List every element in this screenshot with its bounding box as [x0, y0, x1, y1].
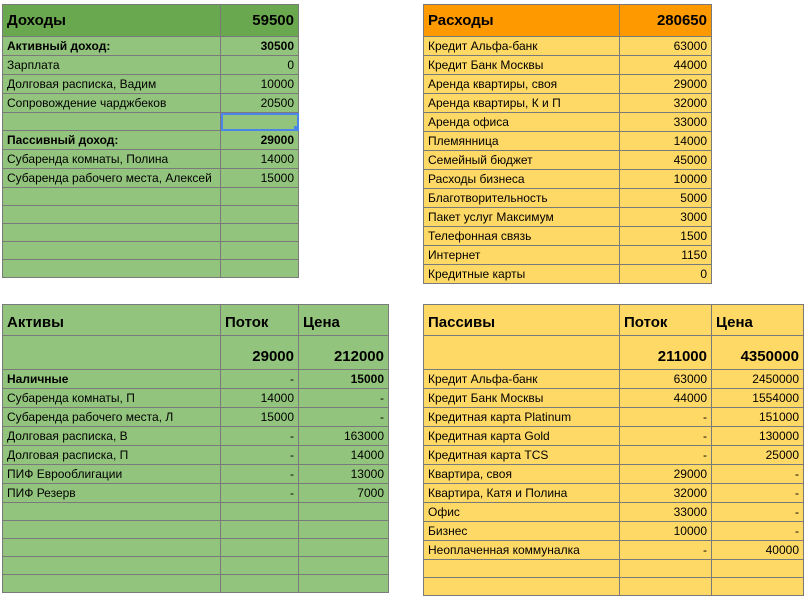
liabilities-row-flow[interactable]: 29000 [620, 465, 712, 484]
expenses-row-value[interactable]: 1150 [620, 246, 712, 265]
assets-row-flow[interactable] [221, 575, 299, 593]
assets-row-flow[interactable] [221, 503, 299, 521]
assets-row [3, 370, 389, 389]
income-row-label[interactable] [3, 188, 221, 206]
assets-row-price[interactable]: 13000 [299, 465, 389, 484]
assets-row [3, 389, 389, 408]
income-row [3, 75, 299, 94]
expenses-row [424, 227, 712, 246]
liabilities-row-label[interactable]: Бизнес [424, 522, 620, 541]
liabilities-col-price[interactable]: Цена [712, 305, 804, 336]
liabilities-totals-label[interactable] [424, 336, 620, 370]
income-row-label[interactable]: Субаренда комнаты, Полина [3, 150, 221, 169]
liabilities-row-label[interactable]: Кредитная карта Gold [424, 427, 620, 446]
expenses-row [424, 75, 712, 94]
assets-row [3, 427, 389, 446]
income-row-label[interactable] [3, 206, 221, 224]
assets-row [3, 539, 389, 557]
income-row [3, 260, 299, 278]
expenses-row-value[interactable]: 63000 [620, 37, 712, 56]
assets-row-price[interactable] [299, 503, 389, 521]
expenses-row-label[interactable]: Кредит Банк Москвы [424, 56, 620, 75]
assets-row-label[interactable]: ПИФ Резерв [3, 484, 221, 503]
liabilities-row [424, 427, 804, 446]
liabilities-row [424, 503, 804, 522]
assets-row-flow[interactable]: - [221, 427, 299, 446]
assets-row-label[interactable] [3, 575, 221, 593]
expenses-row-label[interactable]: Семейный бюджет [424, 151, 620, 170]
assets-row [3, 521, 389, 539]
income-row-value[interactable] [221, 242, 299, 260]
assets-row-flow[interactable] [221, 557, 299, 575]
income-row-value[interactable]: 15000 [221, 169, 299, 188]
expenses-row-value[interactable]: 44000 [620, 56, 712, 75]
assets-row-price[interactable]: 163000 [299, 427, 389, 446]
assets-row-label[interactable] [3, 539, 221, 557]
expenses-row [424, 265, 712, 284]
expenses-row-label[interactable]: Благотворительность [424, 189, 620, 208]
assets-row [3, 408, 389, 427]
liabilities-title[interactable]: Пассивы [424, 305, 620, 336]
expenses-row-value[interactable]: 45000 [620, 151, 712, 170]
liabilities-row [424, 389, 804, 408]
assets-col-price[interactable]: Цена [299, 305, 389, 336]
expenses-row-label[interactable]: Телефонная связь [424, 227, 620, 246]
assets-row-label[interactable]: Наличные [3, 370, 221, 389]
liabilities-row-label[interactable]: Квартира, своя [424, 465, 620, 484]
liabilities-totals-row [424, 336, 804, 370]
liabilities-row-label[interactable]: Кредит Альфа-банк [424, 370, 620, 389]
income-row-value[interactable]: 14000 [221, 150, 299, 169]
assets-row-flow[interactable]: 14000 [221, 389, 299, 408]
income-row-value[interactable]: 0 [221, 56, 299, 75]
liabilities-row-label[interactable]: Кредитная карта TCS [424, 446, 620, 465]
liabilities-row-flow[interactable]: - [620, 408, 712, 427]
assets-row [3, 575, 389, 593]
income-row-label[interactable]: Сопровождение чарджбеков [3, 94, 221, 113]
liabilities-row-price[interactable]: - [712, 522, 804, 541]
assets-row [3, 484, 389, 503]
income-row-value[interactable] [221, 206, 299, 224]
income-row [3, 56, 299, 75]
income-row [3, 242, 299, 260]
expenses-row-label[interactable]: Племянница [424, 132, 620, 151]
assets-row-flow[interactable]: - [221, 465, 299, 484]
assets-row-price[interactable]: 14000 [299, 446, 389, 465]
expenses-row-value[interactable]: 10000 [620, 170, 712, 189]
assets-total-price[interactable]: 212000 [299, 336, 389, 370]
liabilities-row-flow[interactable]: 10000 [620, 522, 712, 541]
assets-row-flow[interactable]: - [221, 446, 299, 465]
assets-row-label[interactable]: ПИФ Еврооблигации [3, 465, 221, 484]
expenses-row-label[interactable]: Интернет [424, 246, 620, 265]
liabilities-row [424, 465, 804, 484]
expenses-row [424, 246, 712, 265]
liabilities-row-price[interactable]: 1554000 [712, 389, 804, 408]
income-row-value[interactable]: 30500 [221, 37, 299, 56]
assets-row-label[interactable]: Долговая расписка, В [3, 427, 221, 446]
expenses-row-label[interactable]: Пакет услуг Максимум [424, 208, 620, 227]
liabilities-col-flow[interactable]: Поток [620, 305, 712, 336]
assets-row [3, 557, 389, 575]
liabilities-row-price[interactable]: 25000 [712, 446, 804, 465]
liabilities-row-label[interactable]: Неоплаченная коммуналка [424, 541, 620, 560]
liabilities-row-flow[interactable]: 63000 [620, 370, 712, 389]
liabilities-row-price[interactable]: - [712, 503, 804, 522]
income-row-value[interactable] [221, 260, 299, 278]
liabilities-row-price[interactable] [712, 560, 804, 578]
income-row [3, 113, 299, 131]
liabilities-row [424, 446, 804, 465]
liabilities-row [424, 541, 804, 560]
assets-row-price[interactable] [299, 539, 389, 557]
income-header-row [3, 5, 299, 37]
assets-row [3, 446, 389, 465]
liabilities-row-label[interactable]: Квартира, Катя и Полина [424, 484, 620, 503]
expenses-row [424, 132, 712, 151]
assets-row-flow[interactable]: - [221, 370, 299, 389]
expenses-row-value[interactable]: 1500 [620, 227, 712, 246]
liabilities-header-row [424, 305, 804, 336]
expenses-row-value[interactable]: 29000 [620, 75, 712, 94]
liabilities-row-price[interactable]: - [712, 484, 804, 503]
expenses-row-value[interactable]: 33000 [620, 113, 712, 132]
income-row-value[interactable]: 29000 [221, 131, 299, 150]
selection-fill-handle[interactable] [294, 126, 299, 131]
liabilities-row-label[interactable]: Кредит Банк Москвы [424, 389, 620, 408]
income-row-value[interactable] [221, 224, 299, 242]
expenses-row-label[interactable]: Аренда квартиры, своя [424, 75, 620, 94]
assets-row-label[interactable]: Субаренда комнаты, П [3, 389, 221, 408]
liabilities-row-label[interactable] [424, 560, 620, 578]
liabilities-row-price[interactable]: 2450000 [712, 370, 804, 389]
income-row-label[interactable] [3, 260, 221, 278]
assets-row-price[interactable] [299, 557, 389, 575]
liabilities-row-flow[interactable]: - [620, 446, 712, 465]
assets-row [3, 465, 389, 484]
assets-total-flow[interactable]: 29000 [221, 336, 299, 370]
expenses-row-label[interactable]: Кредит Альфа-банк [424, 37, 620, 56]
liabilities-row-price[interactable]: 130000 [712, 427, 804, 446]
liabilities-row-flow[interactable]: 32000 [620, 484, 712, 503]
expenses-total[interactable]: 280650 [620, 5, 712, 37]
liabilities-row [424, 560, 804, 578]
liabilities-row [424, 408, 804, 427]
liabilities-row-label[interactable]: Кредитная карта Platinum [424, 408, 620, 427]
liabilities-row [424, 522, 804, 541]
assets-row-label[interactable] [3, 521, 221, 539]
liabilities-total-flow[interactable]: 211000 [620, 336, 712, 370]
liabilities-row-price[interactable]: 40000 [712, 541, 804, 560]
liabilities-row-flow[interactable]: 33000 [620, 503, 712, 522]
liabilities-row-flow[interactable] [620, 578, 712, 596]
expenses-row [424, 170, 712, 189]
assets-row-price[interactable]: 7000 [299, 484, 389, 503]
liabilities-row-price[interactable] [712, 578, 804, 596]
expenses-row-value[interactable]: 32000 [620, 94, 712, 113]
expenses-row [424, 113, 712, 132]
expenses-row-value[interactable]: 5000 [620, 189, 712, 208]
income-row [3, 94, 299, 113]
expenses-row-label[interactable]: Расходы бизнеса [424, 170, 620, 189]
liabilities-row-flow[interactable]: 44000 [620, 389, 712, 408]
assets-row-flow[interactable] [221, 521, 299, 539]
liabilities-row [424, 370, 804, 389]
income-row [3, 206, 299, 224]
assets-row-label[interactable]: Субаренда рабочего места, Л [3, 408, 221, 427]
expenses-row-value[interactable]: 14000 [620, 132, 712, 151]
assets-row-flow[interactable] [221, 539, 299, 557]
expenses-row [424, 37, 712, 56]
liabilities-total-price[interactable]: 4350000 [712, 336, 804, 370]
income-total[interactable]: 59500 [221, 5, 299, 37]
expenses-row [424, 56, 712, 75]
income-row-label[interactable]: Субаренда рабочего места, Алексей [3, 169, 221, 188]
assets-row-price[interactable] [299, 575, 389, 593]
income-row-value[interactable]: 10000 [221, 75, 299, 94]
assets-totals-row [3, 336, 389, 370]
expenses-row-value[interactable]: 3000 [620, 208, 712, 227]
assets-totals-label[interactable] [3, 336, 221, 370]
income-row-label[interactable]: Долговая расписка, Вадим [3, 75, 221, 94]
expenses-row [424, 208, 712, 227]
income-row [3, 37, 299, 56]
assets-table [2, 304, 389, 593]
liabilities-row-flow[interactable]: - [620, 427, 712, 446]
assets-row-label[interactable] [3, 503, 221, 521]
income-title[interactable]: Доходы [3, 5, 221, 37]
expenses-title[interactable]: Расходы [424, 5, 620, 37]
income-row-value[interactable] [221, 113, 299, 131]
income-row [3, 131, 299, 150]
assets-row [3, 503, 389, 521]
assets-row-flow[interactable]: 15000 [221, 408, 299, 427]
liabilities-row-price[interactable]: - [712, 465, 804, 484]
assets-title[interactable]: Активы [3, 305, 221, 336]
expenses-table [423, 4, 712, 284]
expenses-row-value[interactable]: 0 [620, 265, 712, 284]
expenses-row-label[interactable]: Кредитные карты [424, 265, 620, 284]
income-row-label[interactable]: Активный доход: [3, 37, 221, 56]
expenses-header-row [424, 5, 712, 37]
assets-row-price[interactable] [299, 521, 389, 539]
income-row [3, 224, 299, 242]
income-row [3, 188, 299, 206]
liabilities-row [424, 484, 804, 503]
assets-row-label[interactable]: Долговая расписка, П [3, 446, 221, 465]
assets-row-price[interactable]: - [299, 408, 389, 427]
assets-row-price[interactable]: - [299, 389, 389, 408]
income-row-value[interactable]: 20500 [221, 94, 299, 113]
income-row-label[interactable] [3, 224, 221, 242]
assets-row-flow[interactable]: - [221, 484, 299, 503]
expenses-row-label[interactable]: Аренда квартиры, К и П [424, 94, 620, 113]
assets-row-label[interactable] [3, 557, 221, 575]
liabilities-row-flow[interactable]: - [620, 541, 712, 560]
expenses-row [424, 189, 712, 208]
liabilities-row-flow[interactable] [620, 560, 712, 578]
liabilities-row-label[interactable]: Офис [424, 503, 620, 522]
assets-col-flow[interactable]: Поток [221, 305, 299, 336]
expenses-row-label[interactable]: Аренда офиса [424, 113, 620, 132]
liabilities-row [424, 578, 804, 596]
income-row-label[interactable] [3, 242, 221, 260]
income-table [2, 4, 299, 278]
liabilities-row-price[interactable]: 151000 [712, 408, 804, 427]
income-row-value[interactable] [221, 188, 299, 206]
income-row-label[interactable]: Зарплата [3, 56, 221, 75]
expenses-row [424, 151, 712, 170]
assets-row-price[interactable]: 15000 [299, 370, 389, 389]
expenses-row [424, 94, 712, 113]
income-row-label[interactable]: Пассивный доход: [3, 131, 221, 150]
income-row [3, 169, 299, 188]
income-row-label[interactable] [3, 113, 221, 131]
assets-header-row [3, 305, 389, 336]
liabilities-table [423, 304, 804, 596]
income-row [3, 150, 299, 169]
liabilities-row-label[interactable] [424, 578, 620, 596]
